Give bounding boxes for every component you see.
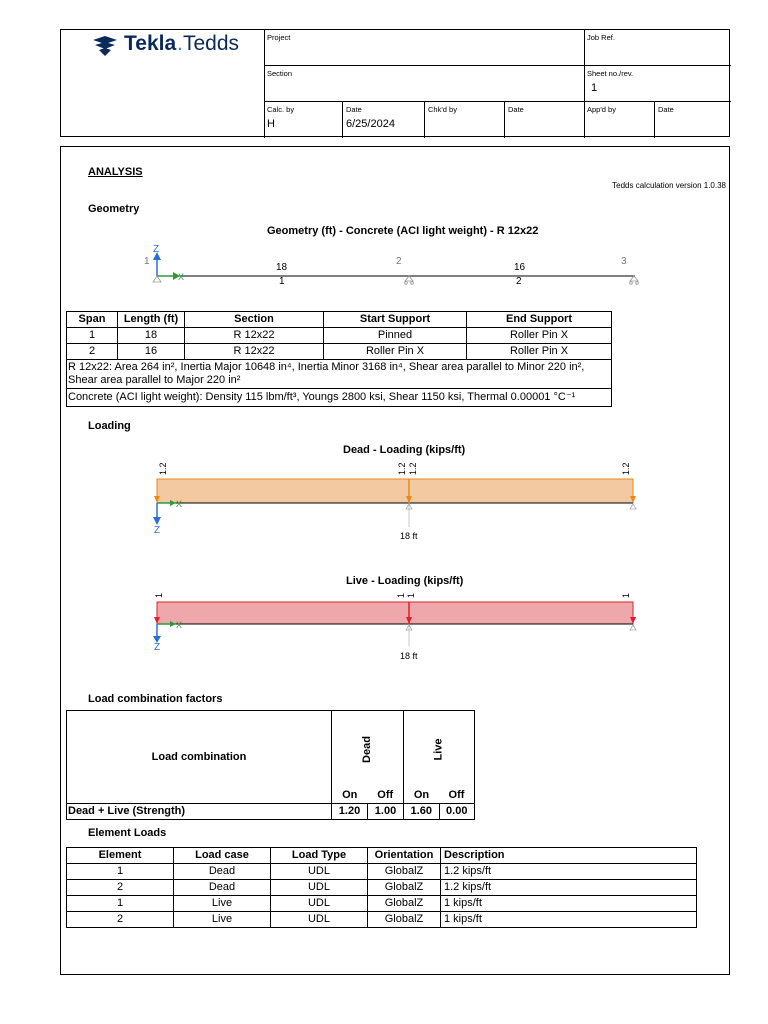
table-cell: 1.2 kips/ft	[441, 864, 697, 880]
combo-name: Dead + Live (Strength)	[67, 804, 332, 820]
table-cell: GlobalZ	[368, 896, 441, 912]
table-cell: 1.2 kips/ft	[441, 880, 697, 896]
load-type-col-header: Load Type	[271, 848, 368, 864]
dead-support-icon	[406, 504, 636, 509]
brand-dot: .	[177, 32, 183, 55]
table-cell: 1 kips/ft	[441, 912, 697, 928]
live-off-value: 0.00	[439, 804, 475, 820]
table-row	[67, 344, 612, 360]
description-col-header: Description	[441, 848, 697, 864]
live-axis-x: X	[176, 620, 183, 630]
material-note: Concrete (ACI light weight): Density 115 lbm/ft³, Youngs 2800 ksi, Shear 1150 ksi, Thermal 0.00001 °C⁻¹	[67, 389, 612, 407]
dead-value-1: 1.2	[158, 462, 168, 475]
load-case-col-header: Load case	[174, 848, 271, 864]
table-cell: Pinned	[324, 328, 467, 344]
table-cell: 2	[67, 344, 118, 360]
table-cell: GlobalZ	[368, 864, 441, 880]
node-2-label: 2	[396, 256, 402, 267]
dead-on-header: On	[332, 787, 368, 803]
title-block	[60, 29, 730, 137]
table-cell: R 12x22	[185, 344, 324, 360]
dead-load-block	[157, 479, 633, 503]
table-row	[67, 864, 697, 880]
start-support-col-header: Start Support	[324, 312, 467, 328]
table-cell: 1 kips/ft	[441, 896, 697, 912]
dead-off-header: Off	[368, 787, 404, 803]
table-cell: R 12x22	[185, 328, 324, 344]
dead-loading-title: Dead - Loading (kips/ft)	[343, 444, 466, 456]
brand-logo	[91, 32, 261, 60]
date-label: Date	[346, 105, 362, 114]
chkd-by-label: Chk'd by	[428, 105, 457, 114]
appd-date-label: Date	[658, 105, 674, 114]
table-cell: 1	[67, 864, 174, 880]
live-axis-z: Z	[154, 642, 161, 653]
dead-col-header: Dead	[361, 735, 373, 763]
geometry-diagram	[130, 240, 650, 290]
table-cell: Dead	[174, 880, 271, 896]
sheet-label: Sheet no./rev.	[587, 69, 634, 78]
span-1-id: 1	[279, 276, 285, 287]
table-cell: 16	[118, 344, 185, 360]
table-cell: 2	[67, 912, 174, 928]
live-dim-label: 18 ft	[400, 651, 418, 661]
table-row	[67, 328, 612, 344]
live-loading-title: Live - Loading (kips/ft)	[346, 575, 464, 587]
geometry-title: Geometry (ft) - Concrete (ACI light weight) - R 12x22	[267, 225, 539, 237]
dead-axis-z: Z	[154, 525, 161, 536]
live-value-1: 1	[154, 592, 164, 598]
version-text: Tedds calculation version 1.0.38	[612, 181, 726, 190]
table-row	[67, 912, 697, 928]
live-col-header: Live	[432, 738, 445, 761]
section-label: Section	[267, 69, 293, 78]
project-label: Project	[267, 33, 291, 42]
element-loads-heading: Element Loads	[88, 827, 167, 839]
live-support-icon	[406, 625, 636, 630]
appd-by-label: App'd by	[587, 105, 616, 114]
table-cell: Dead	[174, 864, 271, 880]
geometry-heading: Geometry	[88, 203, 140, 215]
element-loads-table	[66, 847, 697, 928]
span-table	[66, 311, 612, 407]
combo-heading: Load combination factors	[88, 693, 223, 705]
table-cell: UDL	[271, 896, 368, 912]
live-load-block	[157, 602, 633, 624]
dead-loading-diagram	[140, 455, 650, 545]
table-row	[67, 880, 697, 896]
end-support-col-header: End Support	[467, 312, 612, 328]
loading-heading: Loading	[88, 420, 131, 432]
table-cell: Live	[174, 896, 271, 912]
section-col-header: Section	[185, 312, 324, 328]
z-down-arrow-icon	[153, 517, 161, 525]
dead-axis-x: X	[176, 499, 183, 509]
live-on-header: On	[404, 787, 440, 803]
length-col-header: Length (ft)	[118, 312, 185, 328]
support-roller-3-icon	[630, 276, 639, 284]
dead-value-3: 1.2	[408, 462, 418, 475]
node-1-label: 1	[144, 256, 150, 267]
combo-table	[66, 710, 475, 820]
dead-dim-label: 18 ft	[400, 531, 418, 541]
axis-x-label: X	[178, 272, 185, 282]
live-on-value: 1.60	[404, 804, 440, 820]
sheet-value: 1	[591, 82, 598, 94]
dead-value-4: 1.2	[621, 462, 631, 475]
table-cell: Roller Pin X	[324, 344, 467, 360]
calc-by-value: H	[267, 118, 275, 130]
live-value-4: 1	[621, 592, 631, 598]
span-2-id: 2	[516, 276, 522, 287]
brand-sub: Tedds	[183, 32, 240, 55]
node-3-label: 3	[621, 256, 627, 267]
dead-value-2: 1.2	[397, 462, 407, 475]
support-roller-2-icon	[405, 276, 414, 284]
axis-z-label: Z	[153, 244, 160, 255]
table-cell: UDL	[271, 912, 368, 928]
dead-off-value: 1.00	[368, 804, 404, 820]
combo-col-header: Load combination	[67, 711, 332, 804]
table-cell: Roller Pin X	[467, 328, 612, 344]
table-cell: GlobalZ	[368, 912, 441, 928]
table-cell: UDL	[271, 864, 368, 880]
live-loading-diagram	[140, 580, 650, 670]
table-row	[67, 804, 475, 820]
span-1-length: 18	[276, 262, 288, 273]
table-cell: GlobalZ	[368, 880, 441, 896]
table-row	[67, 896, 697, 912]
table-cell: 1	[67, 896, 174, 912]
dead-on-value: 1.20	[332, 804, 368, 820]
live-value-2: 1	[396, 592, 406, 598]
live-off-header: Off	[439, 787, 475, 803]
orientation-col-header: Orientation	[368, 848, 441, 864]
chkd-date-label: Date	[508, 105, 524, 114]
tekla-logo-icon	[91, 34, 119, 58]
analysis-title: ANALYSIS	[88, 166, 143, 178]
table-cell: 2	[67, 880, 174, 896]
span-col-header: Span	[67, 312, 118, 328]
table-cell: 1	[67, 328, 118, 344]
calc-by-label: Calc. by	[267, 105, 295, 114]
table-cell: UDL	[271, 880, 368, 896]
support-pinned-icon	[153, 276, 161, 282]
table-cell: Roller Pin X	[467, 344, 612, 360]
section-note: R 12x22: Area 264 in², Inertia Major 10648 in⁴, Inertia Minor 3168 in⁴, Shear area parallel to Minor 220 in², Shear area parallel to Major 220 in²	[67, 360, 612, 389]
date-value: 6/25/2024	[346, 118, 395, 130]
table-cell: Live	[174, 912, 271, 928]
job-ref-label: Job Ref.	[587, 33, 615, 42]
table-cell: 18	[118, 328, 185, 344]
live-value-3: 1	[406, 592, 416, 598]
element-col-header: Element	[67, 848, 174, 864]
brand-main: Tekla	[124, 32, 177, 55]
span-2-length: 16	[514, 262, 526, 273]
